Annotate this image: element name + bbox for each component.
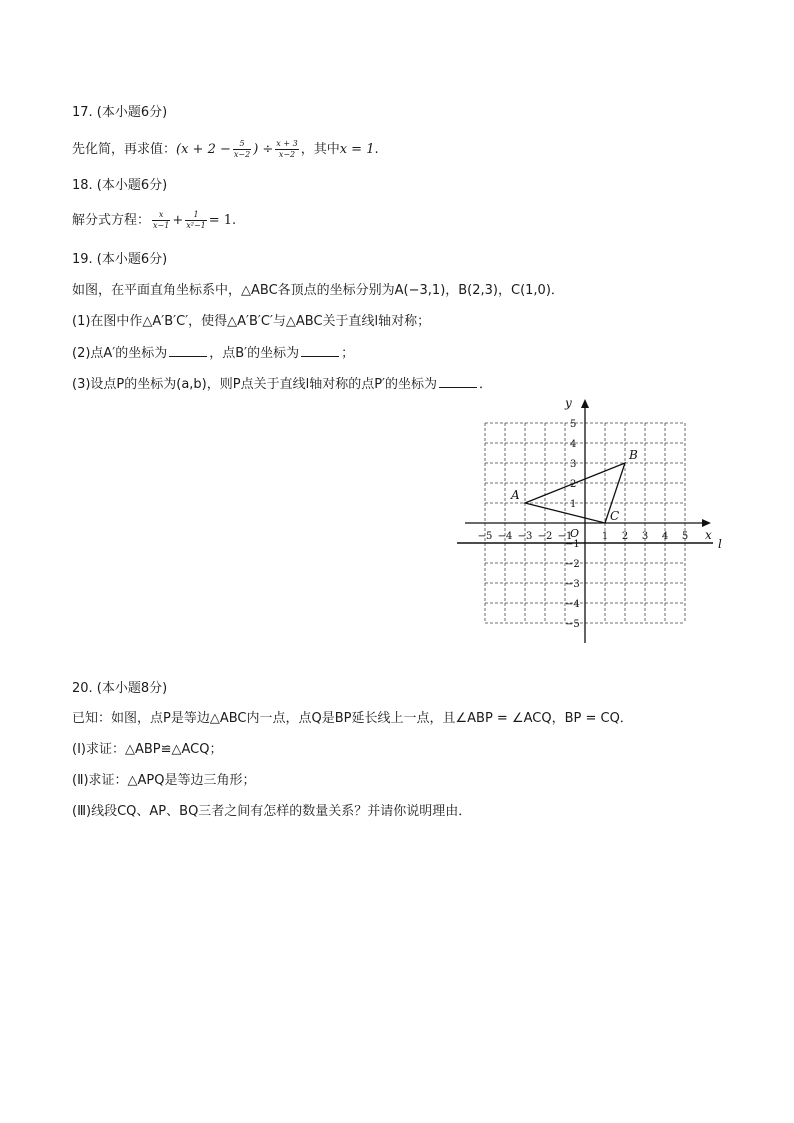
q17-prompt: 先化简，再求值： xyxy=(72,142,177,157)
x-axis-arrow xyxy=(702,519,711,527)
q18-prompt: 解分式方程： xyxy=(72,213,151,228)
answer-blank-a-prime xyxy=(169,344,207,357)
x-tick-label: 3 xyxy=(641,531,649,542)
q20-intro: 已知：如图，点P是等边△ABC内一点，点Q是BP延长线上一点，且∠ABP = ∠ACQ，BP = CQ． xyxy=(72,711,633,726)
y-tick-label: −3 xyxy=(565,579,580,590)
y-tick-label: 4 xyxy=(570,439,577,450)
q18-end: . xyxy=(232,213,237,228)
line-l-label: l xyxy=(718,537,722,551)
y-tick-label: −1 xyxy=(565,539,580,550)
q20-part1: (Ⅰ)求证：△ABP≌△ACQ； xyxy=(72,742,223,757)
y-tick-label: 2 xyxy=(570,479,577,490)
q17-cond-end: . xyxy=(374,142,379,157)
y-tick-label: 1 xyxy=(570,499,577,510)
y-axis-arrow xyxy=(581,399,589,408)
q18-header: 18. (本小题6分) xyxy=(72,178,168,193)
q19-part3 xyxy=(72,375,492,394)
x-tick-label: −2 xyxy=(537,531,553,542)
y-tick-label: −2 xyxy=(565,559,580,570)
q19-part2-b: ，点B′的坐标为 xyxy=(209,346,300,361)
x-tick-label: 4 xyxy=(661,531,669,542)
x-tick-label: −1 xyxy=(557,531,573,542)
q17-cond-prefix: ，其中 xyxy=(300,142,340,157)
x-axis-label: x xyxy=(705,528,712,542)
q20-header: 20. (本小题8分) xyxy=(72,681,168,696)
q19-intro: 如图，在平面直角坐标系中，△ABC各顶点的坐标分别为A(−3,1)，B(2,3)，C(1,0)． xyxy=(72,283,564,298)
y-tick-label: −4 xyxy=(565,599,580,610)
q18-fraction-2: $\frac{1}{\text{x²−1}}$ xyxy=(186,210,206,230)
q18-plus: + xyxy=(172,213,184,228)
q19-header: 19. (本小题6分) xyxy=(72,252,168,267)
tick-labels xyxy=(478,419,689,630)
y-tick-label: −5 xyxy=(565,619,580,630)
y-tick-label: 5 xyxy=(570,419,577,430)
coordinate-figure xyxy=(450,395,735,650)
x-tick-label: −3 xyxy=(517,531,533,542)
q20-part2: (Ⅱ)求证：△APQ是等边三角形； xyxy=(72,773,256,788)
answer-blank-b-prime xyxy=(301,344,339,357)
point-c-label: C xyxy=(610,509,620,523)
q18-rhs: = 1 xyxy=(208,213,233,228)
q18-statement xyxy=(72,210,236,231)
q17-cond: x = 1 xyxy=(339,142,375,157)
q19-part3-a: (3)设点P的坐标为(a,b)，则P点关于直线l轴对称的点P′的坐标为 xyxy=(72,377,437,392)
x-tick-label: 2 xyxy=(621,531,629,542)
y-axis-label: y xyxy=(565,396,572,410)
point-a-label: A xyxy=(511,488,520,502)
x-tick-label: 5 xyxy=(681,531,689,542)
q19-part2-c: ； xyxy=(341,346,355,361)
q17-expr-open: (x + 2 − xyxy=(176,142,231,157)
q17-expr-div: ) ÷ xyxy=(253,142,274,157)
x-tick-label: 1 xyxy=(601,531,609,542)
y-tick-label: 3 xyxy=(570,459,577,470)
q18-fraction-1: $\frac{x}{x-1}$ xyxy=(153,210,170,230)
q17-header: 17. (本小题6分) xyxy=(72,105,168,120)
q19-part2 xyxy=(72,344,354,363)
q19-part2-a: (2)点A′的坐标为 xyxy=(72,346,168,361)
x-tick-label: −4 xyxy=(497,531,513,542)
q17-fraction-2: $\frac{x + 3}{x-2}$ xyxy=(276,139,298,159)
x-tick-label: −5 xyxy=(477,531,493,542)
origin-label: O xyxy=(570,527,580,540)
point-b-label: B xyxy=(629,448,638,462)
q19-part3-b: ． xyxy=(479,377,493,392)
answer-blank-p-prime xyxy=(439,375,477,388)
q20-part3: (Ⅲ)线段CQ、AP、BQ三者之间有怎样的数量关系？并请你说明理由． xyxy=(72,804,472,819)
q17-statement xyxy=(72,139,379,160)
q19-part1: (1)在图中作△A′B′C′，使得△A′B′C′与△ABC关于直线l轴对称； xyxy=(72,314,431,329)
q17-fraction-1: $\frac{5}{x-2}$ xyxy=(233,139,251,159)
